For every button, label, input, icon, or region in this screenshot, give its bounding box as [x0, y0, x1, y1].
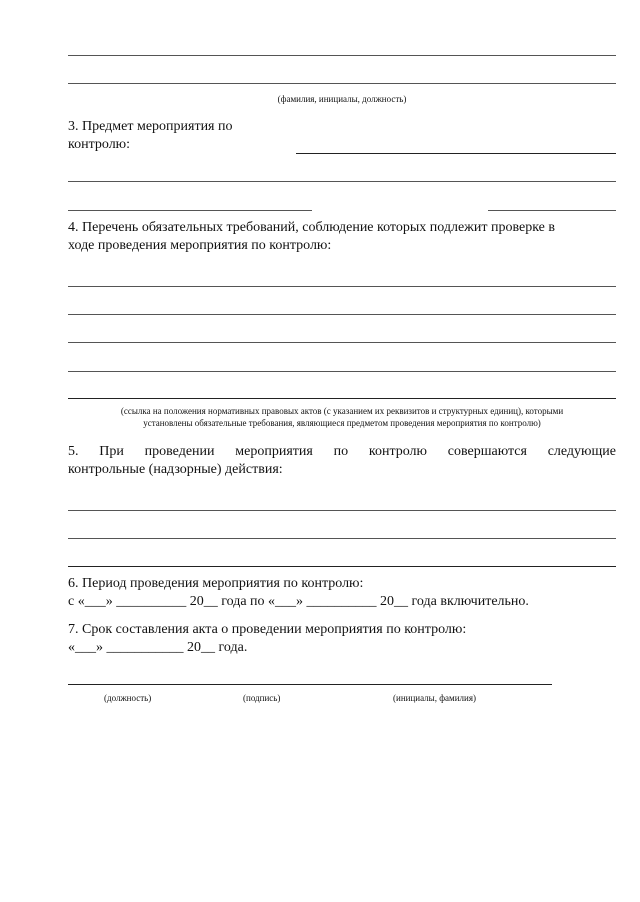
signature-line — [68, 684, 552, 685]
fill-line-actions-1 — [68, 510, 616, 511]
section4-line1: 4. Перечень обязательных требований, соблюдение которых подлежит проверке в — [68, 220, 555, 235]
fill-line-requirements-4 — [68, 371, 616, 372]
fill-line-requirements-2 — [68, 314, 616, 315]
fill-line-subject-3b — [488, 210, 616, 211]
caption-legal-refs-2: установлены обязательные требования, являющиеся предметом проведения мероприятия по контролю) — [143, 418, 541, 428]
section3-line1: 3. Предмет мероприятия по — [68, 119, 233, 134]
signature-caption-position: (должность) — [104, 693, 152, 703]
fill-line-name-2 — [68, 83, 616, 84]
fill-line-actions-2 — [68, 538, 616, 539]
section6-line2: с «___» __________ 20__ года по «___» __________ 20__ года включительно. — [68, 594, 529, 609]
section6-line1: 6. Период проведения мероприятия по контролю: — [68, 576, 364, 591]
section3-line2: контролю: — [68, 137, 131, 152]
section4-line2: ходе проведения мероприятия по контролю: — [68, 238, 332, 253]
fill-line-requirements-5 — [68, 398, 616, 399]
fill-line-subject-2 — [68, 181, 616, 182]
section5-line1: 5. При проведении мероприятия по контролю совершаются следующие — [68, 444, 616, 459]
signature-caption-name: (инициалы, фамилия) — [393, 693, 476, 703]
fill-line-name-1 — [68, 55, 616, 56]
fill-line-subject-3a — [68, 210, 312, 211]
caption-legal-refs-1: (ссылка на положения нормативных правовых актов (с указанием их реквизитов и структурных единиц), которыми — [120, 406, 564, 416]
caption-person: (фамилия, инициалы, должность) — [277, 94, 407, 104]
fill-line-subject-1 — [296, 153, 616, 154]
section5-line2: контрольные (надзорные) действия: — [68, 462, 283, 477]
fill-line-requirements-3 — [68, 342, 616, 343]
section7-line1: 7. Срок составления акта о проведении мероприятия по контролю: — [68, 622, 467, 637]
signature-caption-sign: (подпись) — [243, 693, 281, 703]
fill-line-requirements-1 — [68, 286, 616, 287]
section7-line2: «___» ___________ 20__ года. — [68, 640, 248, 655]
fill-line-actions-3 — [68, 566, 616, 567]
